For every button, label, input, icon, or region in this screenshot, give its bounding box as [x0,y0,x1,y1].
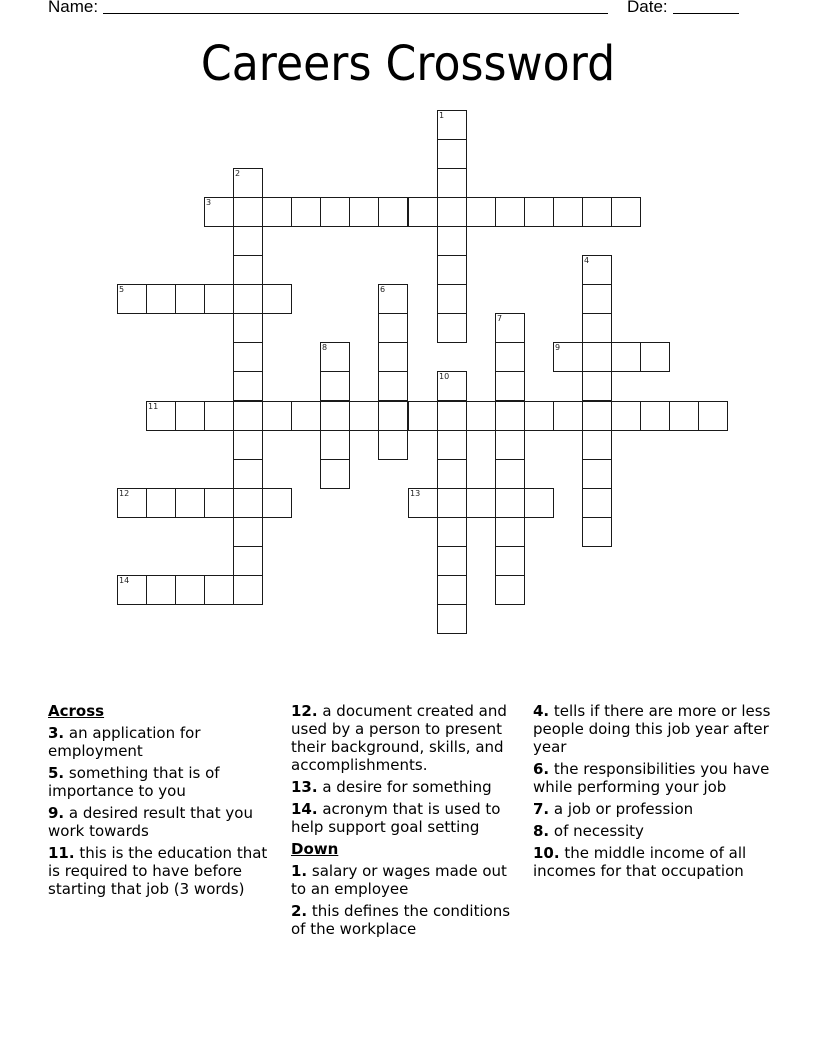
crossword-cell[interactable] [204,401,234,431]
crossword-cell[interactable] [378,342,408,372]
clue-number: 9 [555,343,561,352]
crossword-cell[interactable] [466,488,496,518]
crossword-cell[interactable] [320,401,350,431]
crossword-cell[interactable] [146,401,176,431]
crossword-cell[interactable] [378,371,408,401]
crossword-cell[interactable] [233,575,263,605]
crossword-cell[interactable] [553,401,583,431]
clue-number: 7 [497,314,503,323]
clues-column-1 [48,702,278,902]
crossword-cell[interactable] [553,342,583,372]
crossword-cell[interactable] [611,342,641,372]
page-title: Careers Crossword [200,36,616,92]
clue-number: 1 [439,111,445,120]
crossword-cell[interactable] [233,459,263,489]
clue-number: 13 [410,489,421,498]
clue-number: 6 [380,285,386,294]
crossword-cell[interactable] [437,459,467,489]
crossword-cell[interactable] [611,401,641,431]
crossword-cell[interactable] [582,255,612,285]
crossword-cell[interactable] [233,284,263,314]
crossword-cell[interactable] [320,197,350,227]
clue-down-6: 6. the responsibilities you have while performing your job [533,760,770,796]
clue-down-1: 1. salary or wages made out to an employee [291,862,507,898]
crossword-cell[interactable] [117,284,147,314]
clue-number: 5 [119,285,125,294]
crossword-cell[interactable] [320,459,350,489]
crossword-cell[interactable] [437,604,467,634]
crossword-cell[interactable] [698,401,728,431]
clue-number: 11 [148,402,159,411]
crossword-cell[interactable] [495,371,525,401]
crossword-cell[interactable] [233,371,263,401]
crossword-cell[interactable] [437,371,467,401]
crossword-cell[interactable] [204,284,234,314]
crossword-cell[interactable] [262,284,292,314]
crossword-cell[interactable] [262,401,292,431]
crossword-cell[interactable] [204,488,234,518]
crossword-cell[interactable] [437,139,467,169]
clue-down-4: 4. tells if there are more or less people doing this job year after year [533,702,771,756]
crossword-cell[interactable] [437,255,467,285]
crossword-cell[interactable] [495,401,525,431]
crossword-cell[interactable] [349,401,379,431]
clue-across-9: 9. a desired result that you work towards [48,804,253,840]
clue-number: 10 [439,372,450,381]
clues-column-2 [291,702,526,942]
clue-across-14: 14. acronym that is used to help support goal setting [291,800,501,836]
crossword-cell[interactable] [378,401,408,431]
crossword-cell[interactable] [349,197,379,227]
crossword-cell[interactable] [146,488,176,518]
crossword-cell[interactable] [233,313,263,343]
crossword-cell[interactable] [437,575,467,605]
crossword-cell[interactable] [524,488,554,518]
crossword-cell[interactable] [262,197,292,227]
crossword-cell[interactable] [175,284,205,314]
clue-down-2: 2. this defines the conditions of the workplace [291,902,511,938]
down-heading: Down [291,840,339,858]
crossword-cell[interactable] [437,488,467,518]
clue-across-13: 13. a desire for something [291,778,492,796]
crossword-cell[interactable] [582,401,612,431]
crossword-cell[interactable] [495,313,525,343]
clue-down-10: 10. the middle income of all incomes for that occupation [533,844,747,880]
crossword-cell[interactable] [437,546,467,576]
crossword-cell[interactable] [204,575,234,605]
clue-number: 12 [119,489,130,498]
crossword-cell[interactable] [437,197,467,227]
crossword-cell[interactable] [582,284,612,314]
crossword-cell[interactable] [640,401,670,431]
crossword-cell[interactable] [495,575,525,605]
clue-number: 4 [584,256,590,265]
clue-down-7: 7. a job or profession [533,800,694,818]
crossword-cell[interactable] [378,313,408,343]
crossword-cell[interactable] [582,488,612,518]
crossword-cell[interactable] [582,197,612,227]
crossword-cell[interactable] [175,401,205,431]
crossword-cell[interactable] [611,197,641,227]
clue-across-12: 12. a document created and used by a person to present their background, skills, and accomplishments. [291,702,507,774]
crossword-cell[interactable] [233,517,263,547]
crossword-cell[interactable] [437,168,467,198]
crossword-cell[interactable] [437,401,467,431]
crossword-cell[interactable] [233,168,263,198]
crossword-cell[interactable] [582,342,612,372]
crossword-cell[interactable] [437,313,467,343]
crossword-cell[interactable] [146,575,176,605]
crossword-cell[interactable] [408,488,438,518]
crossword-cell[interactable] [495,430,525,460]
crossword-cell[interactable] [291,197,321,227]
crossword-cell[interactable] [437,110,467,140]
crossword-cell[interactable] [175,488,205,518]
crossword-cell[interactable] [582,313,612,343]
crossword-cell[interactable] [320,430,350,460]
crossword-cell[interactable] [175,575,205,605]
crossword-cell[interactable] [437,226,467,256]
crossword-cell[interactable] [582,371,612,401]
crossword-cell[interactable] [466,197,496,227]
name-label: Name: [48,0,99,16]
crossword-cell[interactable] [582,459,612,489]
crossword-cell[interactable] [233,546,263,576]
crossword-cell[interactable] [408,197,438,227]
crossword-cell[interactable] [669,401,699,431]
crossword-cell[interactable] [320,342,350,372]
crossword-cell[interactable] [582,517,612,547]
crossword-cell[interactable] [291,401,321,431]
crossword-cell[interactable] [320,371,350,401]
crossword-cell[interactable] [524,401,554,431]
crossword-cell[interactable] [582,430,612,460]
crossword-cell[interactable] [233,401,263,431]
crossword-cell[interactable] [233,226,263,256]
clue-across-3: 3. an application for employment [48,724,201,760]
clue-down-8: 8. of necessity [533,822,644,840]
crossword-cell[interactable] [378,197,408,227]
crossword-cell[interactable] [553,197,583,227]
crossword-cell[interactable] [495,342,525,372]
clue-number: 3 [206,198,212,207]
clues-column-3 [533,702,773,884]
clue-number: 8 [322,343,328,352]
crossword-cell[interactable] [408,401,438,431]
crossword-cell[interactable] [495,517,525,547]
crossword-cell[interactable] [117,488,147,518]
crossword-cell[interactable] [466,401,496,431]
crossword-cell[interactable] [437,430,467,460]
across-heading: Across [48,702,105,720]
crossword-cell[interactable] [233,488,263,518]
crossword-cell[interactable] [378,430,408,460]
crossword-cell[interactable] [378,284,408,314]
crossword-cell[interactable] [437,284,467,314]
crossword-cell[interactable] [146,284,176,314]
crossword-cell[interactable] [437,517,467,547]
crossword-cell[interactable] [495,459,525,489]
crossword-cell[interactable] [233,197,263,227]
crossword-cell[interactable] [262,488,292,518]
crossword-cell[interactable] [524,197,554,227]
clue-across-11: 11. this is the education that is required to have before starting that job (3 words) [48,844,268,898]
crossword-cell[interactable] [204,197,234,227]
crossword-cell[interactable] [233,430,263,460]
crossword-cell[interactable] [495,197,525,227]
crossword-cell[interactable] [233,342,263,372]
clue-across-5: 5. something that is of importance to you [48,764,220,800]
crossword-cell[interactable] [495,546,525,576]
clue-number: 14 [119,576,130,585]
crossword-cell[interactable] [640,342,670,372]
crossword-cell[interactable] [233,255,263,285]
crossword-cell[interactable] [117,575,147,605]
crossword-cell[interactable] [495,488,525,518]
date-label: Date: [627,0,668,16]
clue-number: 2 [235,169,241,178]
